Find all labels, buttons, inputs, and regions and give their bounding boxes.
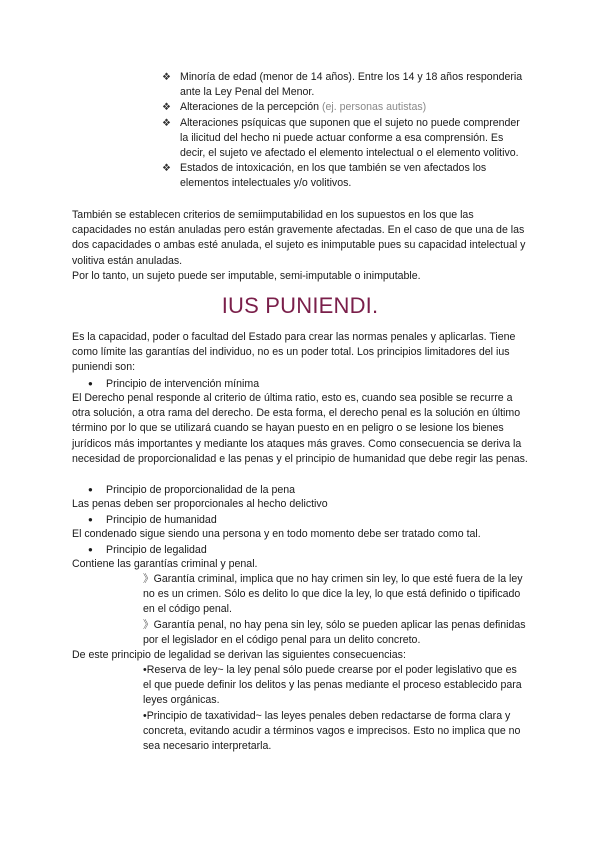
diamond-bullet-icon: ❖	[162, 72, 171, 83]
principle-label: Principio de proporcionalidad de la pena	[106, 484, 296, 496]
list-item-text: Minoría de edad (menor de 14 años). Entre los 14 y 18 años responderia ante la Ley Penal del Menor.	[180, 71, 523, 99]
bullet-dot-icon: ●	[88, 515, 93, 524]
criminal-guarantee-paragraph: 》Garantía criminal, implica que no hay crimen sin ley, lo que esté fuera de la ley no es un crimen. Sólo es delito lo que dice la ley, lo que está definido o tipificado en el código penal.	[143, 573, 523, 616]
inimputability-causes-list	[162, 70, 530, 192]
diamond-bullet-icon: ❖	[162, 117, 171, 129]
intro-paragraph: Es la capacidad, poder o facultad del Estado para crear las normas penales y aplicarlas. Tiene como límite las garantías del individuo, no es un poder total. Los principios limitadores del ius puniendi son:	[72, 331, 516, 374]
list-item	[162, 100, 530, 115]
section-title: IUS PUNIENDI.	[221, 293, 379, 318]
principle-paragraph: Contiene las garantías criminal y penal.	[72, 558, 258, 570]
principle-paragraph: El condenado sigue siendo una persona y en todo momento debe ser tratado como tal.	[72, 528, 481, 540]
principle-label: Principio de humanidad	[106, 514, 217, 526]
list-item	[162, 116, 530, 162]
reserva-ley-paragraph: •Reserva de ley~ la ley penal sólo puede crearse por el poder legislativo que es el que puede definir los delitos y las penas mediante el proceso establecido para leyes orgánicas.	[143, 664, 522, 707]
principle-paragraph: El Derecho penal responde al criterio de última ratio, esto es, cuando sea posible se recurre a otra solución, a otra rama del derecho. De esta forma, el derecho penal es la solución en último término por lo que se utilizará cuando se hayan puesto en en peligro o se lesione los bienes jurídicos más importantes y mediante los ataques más graves. Como consecuencia se deriva la necesidad de proporcionalidad e las penas y el principio de humanidad que debe regir las penas.	[72, 392, 528, 465]
bullet-dot-icon: ●	[88, 379, 93, 388]
bullet-dot-icon: ●	[88, 485, 93, 494]
principle-heading	[88, 482, 528, 498]
list-item	[162, 70, 530, 100]
list-item-text: Alteraciones de la percepción	[180, 101, 319, 114]
bullet-dot-icon: ●	[88, 545, 93, 554]
conclusion-paragraph: Por lo tanto, un sujeto puede ser imputable, semi-imputable o inimputable.	[72, 270, 421, 282]
principle-heading	[88, 376, 528, 392]
penal-guarantee-paragraph: 》Garantía penal, no hay pena sin ley, sólo se pueden aplicar las penas definidas por el legislador en el código penal para un delito concreto.	[143, 619, 526, 647]
semi-imputability-paragraph: También se establecen criterios de semiimputabilidad en los supuestos en los que las capacidades no están anuladas pero están gravemente afectadas. En el caso de que una de las dos capacidades o ambas esté anulada, el sujeto es inimputable pues su capacidad intelectual y volitiva están anuladas.	[72, 209, 526, 267]
principle-paragraph: Las penas deben ser proporcionales al hecho delictivo	[72, 498, 328, 510]
diamond-bullet-icon: ❖	[162, 102, 171, 114]
list-item-text: Estados de intoxicación, en los que también se ven afectados los elementos intelectuales y/o volitivos.	[180, 162, 487, 190]
principle-label: Principio de legalidad	[106, 544, 207, 556]
list-item-note: (ej. personas autistas)	[321, 101, 427, 114]
principle-label: Principio de intervención mínima	[106, 378, 260, 390]
list-item-text: Alteraciones psíquicas que suponen que el sujeto no puede comprender la ilicitud del hecho ni puede actuar conforme a esa comprensión. Es decir, el sujeto ve afectado el elemento intelectual o el elemento volitivo.	[180, 116, 520, 160]
consequences-intro: De este principio de legalidad se derivan las siguientes consecuencias:	[72, 649, 406, 661]
list-item	[162, 161, 530, 191]
principle-heading	[88, 512, 528, 528]
principle-heading	[88, 542, 528, 558]
taxatividad-paragraph: •Principio de taxatividad~ las leyes penales deben redactarse de forma clara y concreta, evitando acudir a términos vagos e imprecisos. Esto no implica que no sea necesario interpretarla.	[143, 710, 521, 753]
diamond-bullet-icon: ❖	[162, 163, 171, 175]
